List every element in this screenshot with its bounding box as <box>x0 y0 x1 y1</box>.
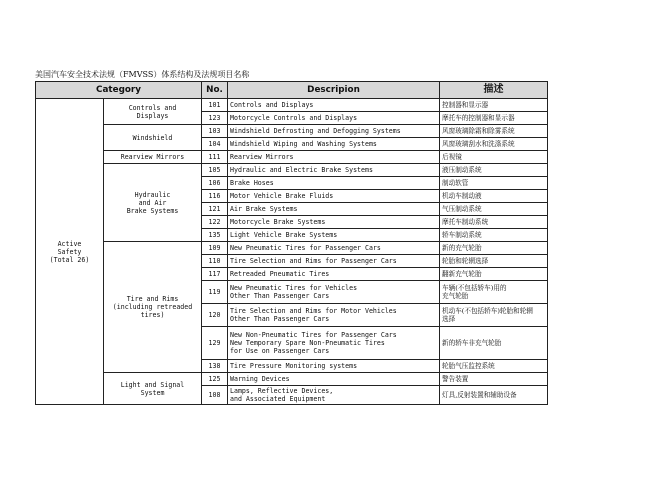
standard-number: 108 <box>202 386 228 405</box>
description-en: Motor Vehicle Brake Fluids <box>228 190 440 203</box>
standard-number: 106 <box>202 177 228 190</box>
table-row <box>36 164 548 177</box>
standard-number: 135 <box>202 229 228 242</box>
description-cn <box>440 281 548 304</box>
description-en: Tire Selection and Rims for Passenger Cars <box>228 255 440 268</box>
table-row <box>36 151 548 164</box>
description-en: Motorcycle Brake Systems <box>228 216 440 229</box>
description-cn-line: 机动车(不包括轿车)轮胎和轮辋 <box>442 307 533 315</box>
category-controls-displays <box>104 99 202 125</box>
description-line: New Pneumatic Tires for Vehicles <box>230 284 358 292</box>
header-chinese-description: 描述 <box>440 82 548 99</box>
category-line: Hydraulic <box>134 190 171 199</box>
header-category: Category <box>36 82 202 99</box>
standard-number: 125 <box>202 373 228 386</box>
category-tires-rims <box>104 242 202 373</box>
description-line: New Temporary Spare Non-Pneumatic Tires <box>230 339 385 347</box>
group-line: Active <box>57 239 82 248</box>
description-en: Motorcycle Controls and Displays <box>228 112 440 125</box>
description-line: Other Than Passenger Cars <box>230 292 330 300</box>
description-en: Windshield Defrosting and Defogging Systems <box>228 125 440 138</box>
standard-number: 117 <box>202 268 228 281</box>
category-line: (including retreaded <box>112 303 193 311</box>
category-brake-systems <box>104 164 202 242</box>
standard-number: 120 <box>202 304 228 327</box>
description-line: for Use on Passenger Cars <box>230 347 330 355</box>
description-cn: 制动软管 <box>440 177 548 190</box>
standard-number: 109 <box>202 242 228 255</box>
description-en <box>228 386 440 405</box>
table-row <box>36 242 548 255</box>
description-cn: 风窗玻璃除霜和除雾系统 <box>440 125 548 138</box>
standard-number: 122 <box>202 216 228 229</box>
description-cn: 轿车制动系统 <box>440 229 548 242</box>
description-en: Air Brake Systems <box>228 203 440 216</box>
standard-number: 110 <box>202 255 228 268</box>
description-cn: 翻新充气轮胎 <box>440 268 548 281</box>
category-rearview-mirrors: Rearview Mirrors <box>104 151 202 164</box>
description-en: Light Vehicle Brake Systems <box>228 229 440 242</box>
description-cn: 控制器和显示器 <box>440 99 548 112</box>
description-cn: 警告装置 <box>440 373 548 386</box>
group-line: (Total 26) <box>49 255 90 264</box>
table-row <box>36 373 548 386</box>
table-row <box>36 125 548 138</box>
category-line: Displays <box>136 111 169 120</box>
header-description: Descripion <box>228 82 440 99</box>
description-en <box>228 281 440 304</box>
description-en: Rearview Mirrors <box>228 151 440 164</box>
description-en: New Pneumatic Tires for Passenger Cars <box>228 242 440 255</box>
description-en: Warning Devices <box>228 373 440 386</box>
description-cn-line: 车辆(不包括轿车)用的 <box>442 284 507 292</box>
header-row <box>36 82 548 99</box>
category-windshield: Windshield <box>104 125 202 151</box>
category-line: Tire and Rims <box>126 295 179 303</box>
description-cn: 风窗玻璃刮水和洗涤系统 <box>440 138 548 151</box>
description-cn: 气压制动系统 <box>440 203 548 216</box>
description-line: New Non-Pneumatic Tires for Passenger Cars <box>230 331 397 339</box>
standard-number: 129 <box>202 327 228 360</box>
category-light-signal <box>104 373 202 405</box>
category-line: System <box>140 388 165 397</box>
standard-number: 138 <box>202 360 228 373</box>
description-cn-line: 充气轮胎 <box>442 292 469 300</box>
standard-number: 105 <box>202 164 228 177</box>
description-cn: 摩托车的控制器和显示器 <box>440 112 548 125</box>
description-cn: 液压制动系统 <box>440 164 548 177</box>
description-en <box>228 327 440 360</box>
standard-number: 103 <box>202 125 228 138</box>
standard-number: 111 <box>202 151 228 164</box>
description-en <box>228 304 440 327</box>
standard-number: 116 <box>202 190 228 203</box>
description-line: and Associated Equipment <box>230 395 326 403</box>
standard-number: 101 <box>202 99 228 112</box>
description-en: Brake Hoses <box>228 177 440 190</box>
category-line: and Air <box>138 198 167 207</box>
description-cn: 新的轿车非充气轮胎 <box>440 327 548 360</box>
standard-number: 121 <box>202 203 228 216</box>
description-en: Hydraulic and Electric Brake Systems <box>228 164 440 177</box>
document-title: 美国汽车安全技术法规（FMVSS）体系结构及法规项目名称 <box>35 70 250 79</box>
group-line: Safety <box>57 247 82 256</box>
standard-number: 119 <box>202 281 228 304</box>
fmvss-table <box>35 81 548 405</box>
category-line: Light and Signal <box>120 380 185 389</box>
group-active-safety <box>36 99 104 405</box>
description-line: Tire Selection and Rims for Motor Vehicles <box>230 307 397 315</box>
description-cn: 轮胎和轮辋选择 <box>440 255 548 268</box>
category-line: Controls and <box>128 103 177 112</box>
description-en: Windshield Wiping and Washing Systems <box>228 138 440 151</box>
description-line: Lamps, Reflective Devices, <box>230 387 334 395</box>
standard-number: 123 <box>202 112 228 125</box>
description-cn: 新的充气轮胎 <box>440 242 548 255</box>
description-cn <box>440 304 548 327</box>
header-no: No. <box>202 82 228 99</box>
category-line: tires) <box>140 311 165 319</box>
description-cn-line: 选择 <box>442 315 456 323</box>
description-cn: 摩托车制动系统 <box>440 216 548 229</box>
description-en: Retreaded Pneumatic Tires <box>228 268 440 281</box>
table-row <box>36 99 548 112</box>
description-en: Controls and Displays <box>228 99 440 112</box>
description-cn: 灯具,反射装置和辅助设备 <box>440 386 548 405</box>
description-line: Other Than Passenger Cars <box>230 315 330 323</box>
description-cn: 轮胎气压监控系统 <box>440 360 548 373</box>
description-cn: 机动车制动液 <box>440 190 548 203</box>
description-cn: 后视镜 <box>440 151 548 164</box>
standard-number: 104 <box>202 138 228 151</box>
category-line: Brake Systems <box>126 206 179 215</box>
description-en: Tire Pressure Monitoring systems <box>228 360 440 373</box>
